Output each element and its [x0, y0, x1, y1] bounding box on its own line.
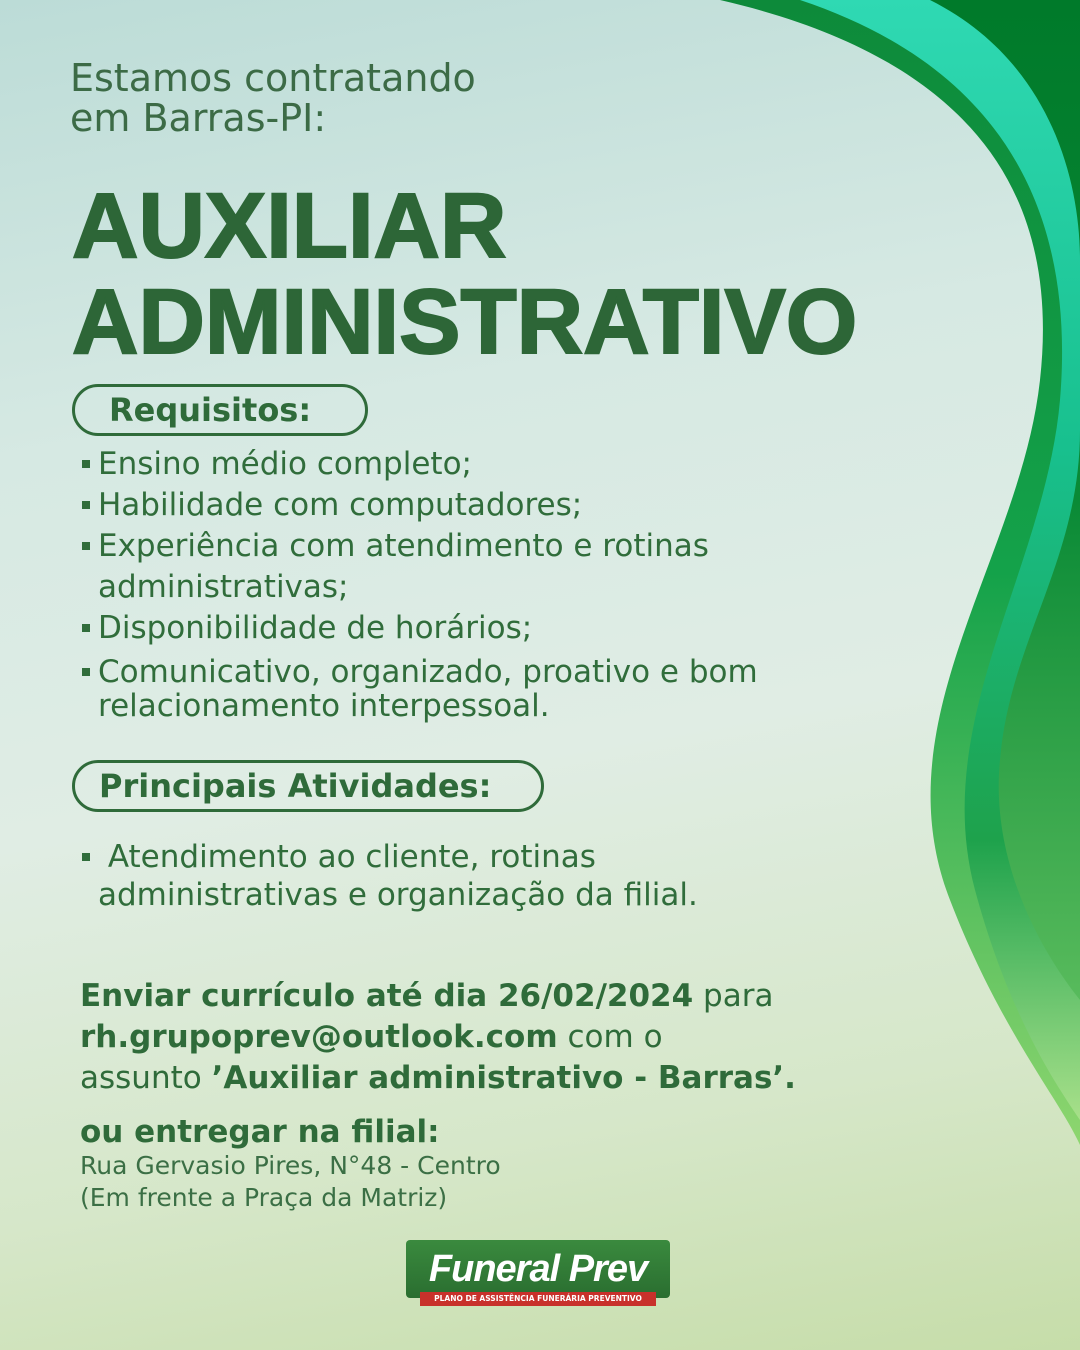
- activities-list: [80, 838, 840, 914]
- job-title: [72, 175, 858, 373]
- job-title-line-2: ADMINISTRATIVO: [72, 271, 858, 373]
- address-line-1: Rua Gervasio Pires, N°48 - Centro: [80, 1151, 501, 1180]
- intro-line-2: em Barras-PI:: [70, 96, 327, 140]
- bullet-icon: [82, 542, 90, 550]
- activity-text-continued: administrativas e organização da filial.: [98, 877, 698, 913]
- logo-tagline: PLANO DE ASSISTÊNCIA FUNERÁRIA PREVENTIVO: [420, 1292, 656, 1306]
- list-item: [80, 444, 860, 485]
- activity-text: Atendimento ao cliente, rotinas: [98, 839, 596, 875]
- requirement-text: Disponibilidade de horários;: [98, 610, 533, 646]
- branch-address: [80, 1150, 501, 1214]
- address-line-2: (Em frente a Praça da Matriz): [80, 1183, 448, 1212]
- bullet-icon: [82, 853, 90, 861]
- funeral-prev-logo: [406, 1240, 670, 1314]
- logo-box: [406, 1240, 670, 1298]
- job-title-line-1: AUXILIAR: [72, 175, 507, 277]
- requirements-list: [80, 444, 860, 723]
- logo-name: Funeral Prev: [428, 1247, 648, 1290]
- email-subject: ’Auxiliar administrativo - Barras’.: [211, 1060, 796, 1096]
- requirement-text: Habilidade com computadores;: [98, 487, 583, 523]
- subject-prefix: assunto: [80, 1060, 212, 1096]
- list-item: [80, 485, 860, 526]
- requirement-text-continued: administrativas;: [98, 569, 349, 605]
- intro-heading: [70, 58, 476, 138]
- deadline-text: Enviar currículo até dia 26/02/2024: [80, 978, 694, 1014]
- bullet-icon: [82, 501, 90, 509]
- drop-off-title: ou entregar na filial:: [80, 1114, 440, 1150]
- bullet-icon: [82, 624, 90, 632]
- requirement-text: Comunicativo, organizado, proativo e bom: [98, 654, 758, 690]
- application-instructions: [80, 976, 980, 1099]
- activities-label: Principais Atividades:: [72, 760, 544, 812]
- bullet-icon: [82, 460, 90, 468]
- requirements-label: Requisitos:: [72, 384, 368, 436]
- email-address[interactable]: rh.grupoprev@outlook.com: [80, 1019, 558, 1055]
- intro-line-1: Estamos contratando: [70, 56, 476, 100]
- requirement-text-continued: relacionamento interpessoal.: [98, 688, 550, 724]
- requirement-text: Ensino médio completo;: [98, 446, 472, 482]
- deadline-suffix: para: [693, 978, 774, 1014]
- list-item: [80, 655, 860, 723]
- list-item: [80, 526, 860, 608]
- email-suffix: com o: [557, 1019, 663, 1055]
- list-item: [80, 838, 840, 914]
- bullet-icon: [82, 668, 90, 676]
- list-item: [80, 608, 860, 649]
- requirement-text: Experiência com atendimento e rotinas: [98, 528, 709, 564]
